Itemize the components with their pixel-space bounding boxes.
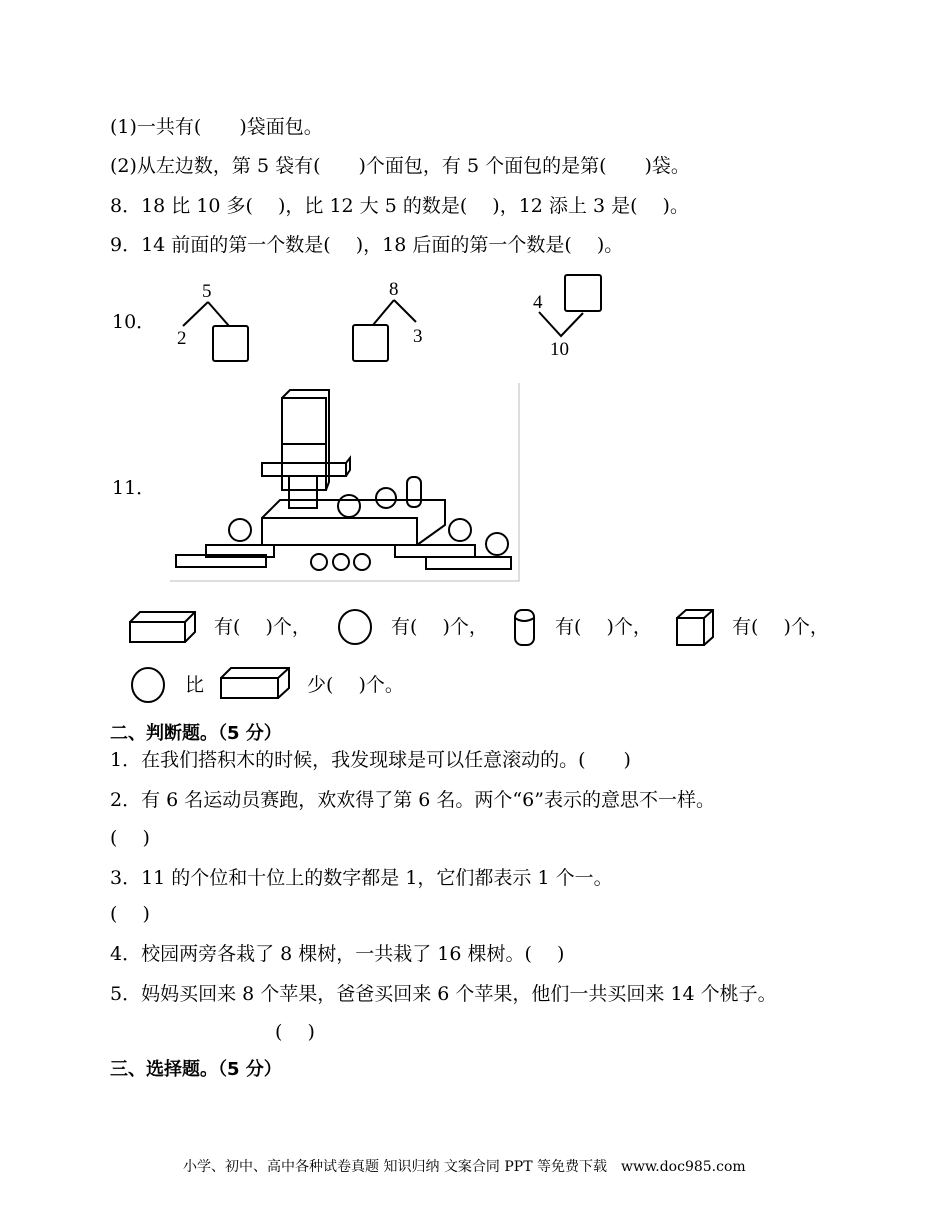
svg-text:2: 2 (177, 328, 187, 349)
judge-item: 2．有 6 名运动员赛跑，欢欢得了第 6 名。两个“6”表示的意思不一样。 (110, 789, 715, 811)
sphere-icon (339, 610, 371, 644)
compare-bi: 比 (185, 674, 205, 696)
judge-item: 1．在我们搭积木的时候，我发现球是可以任意滚动的。( ) (110, 749, 631, 771)
judge-item: ( ) (110, 903, 150, 925)
section-3-title: 三、选择题。（5 分） (110, 1059, 282, 1080)
count-sphere: 有( )个， (391, 616, 488, 638)
number-bond-3 (533, 275, 601, 360)
cuboid-icon (130, 612, 195, 642)
svg-text:4: 4 (533, 292, 543, 313)
question-9: 9．14 前面的第一个数是( )，18 后面的第一个数是( )。 (110, 234, 624, 256)
shape-count-icons (0, 0, 1, 1)
judge-item: 5．妈妈买回来 8 个苹果，爸爸买回来 6 个苹果，他们一共买回来 14 个桃子。 (110, 983, 777, 1005)
question-8: 8．18 比 10 多( )，比 12 大 5 的数是( )，12 添上 3 是( )。 (110, 195, 689, 217)
cube-icon (677, 610, 713, 645)
compare-result: 少( )个。 (307, 674, 404, 696)
number-bond-2 (353, 279, 423, 361)
count-cuboid: 有( )个， (214, 616, 311, 638)
question-11-label: 11． (112, 477, 156, 499)
cuboid-icon (221, 668, 289, 698)
svg-text:8: 8 (389, 279, 399, 300)
svg-text:5: 5 (202, 281, 212, 302)
footer-text: 小学、初中、高中各种试卷真题 知识归纳 文案合同 PPT 等免费下载 www.doc985.com (183, 1159, 746, 1175)
svg-text:10: 10 (550, 339, 569, 360)
answer-box (353, 325, 388, 361)
answer-box (565, 275, 601, 311)
count-cylinder: 有( )个， (555, 616, 652, 638)
cylinder-icon (515, 610, 534, 645)
question-10-label: 10． (112, 311, 156, 333)
question-7-1: (1)一共有( )袋面包。 (110, 116, 323, 138)
question-7-2: (2)从左边数，第 5 袋有( )个面包，有 5 个面包的是第( )袋。 (110, 155, 690, 177)
answer-box (213, 326, 248, 361)
number-bond-1 (177, 281, 248, 361)
count-cube: 有( )个， (732, 616, 829, 638)
judge-item: 3．11 的个位和十位上的数字都是 1，它们都表示 1 个一。 (110, 867, 613, 889)
judge-item: 4．校园两旁各栽了 8 棵树，一共栽了 16 棵树。( ) (110, 943, 565, 965)
sphere-icon (132, 668, 164, 702)
judge-item: ( ) (275, 1021, 315, 1043)
section-2-title: 二、判断题。（5 分） (110, 723, 282, 744)
judge-item: ( ) (110, 827, 150, 849)
svg-text:3: 3 (413, 326, 423, 347)
